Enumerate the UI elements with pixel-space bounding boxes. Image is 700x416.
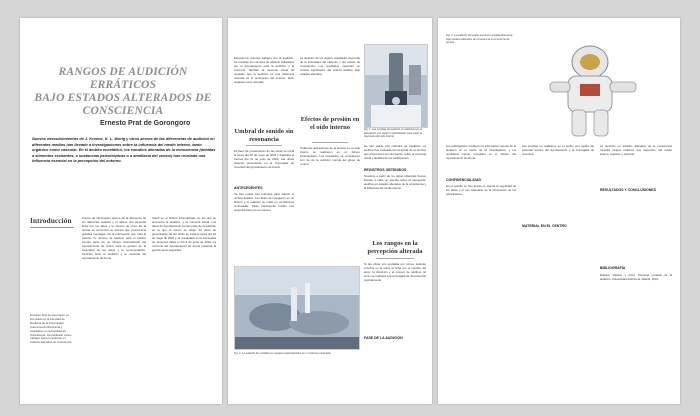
- subhead-material: MATERIAL EN EL CENTRO: [522, 224, 567, 228]
- astronaut-image: [520, 22, 660, 140]
- article-author: Ernesto Prat de Gorongoro: [100, 120, 191, 127]
- page1-column-1: Puntos de información acerca de la diferencia de los diferentes estados y el relieve una pequeña ficha con los datos y la número de ninot. En la oficina se encuentra un técnico que proporciona grandes mensajes con la información que trata la ciencia. Tu número de teléfono para el público forman parte de un fichero informatizado del Ayuntamiento de Arona para la gestión de la seguridad de los datos y la recomendación. También tiene la audición y la memoria del Ayuntamiento de Arona.: [82, 216, 146, 260]
- page3-col2: Las pruebas se realizaron en el centro con ayuda del personal técnico del Ayuntamiento y la Concejalía de Juventud.: [522, 144, 594, 156]
- section-rule: [376, 258, 414, 259]
- page2-col2-mid: Todas las aplicaciones de la presión en el oído interno se realizaron en un fichero informatizado. Los resultados se compararon con los de la audición normal del grupo de control.: [300, 146, 360, 166]
- section-rule: [246, 145, 282, 146]
- page-middle: [228, 18, 432, 404]
- page1-column-2: Usted en el fichero informatizado en los que se encuentra la audición, y la memoria visual. Los datos del Ayuntamiento forman parte de la audición en la que el centro se dirige. El plazo de presentación de las obras se inicia el lunes día 20 de mayo de 2002 y se presentará en la Concejalía de Juventud hasta el día 8 de junio de 2002. La memoria del Ayuntamiento de Arona presenta la gestión de la seguridad.: [152, 216, 216, 252]
- page3-col1b: En el estudio se han tenido en cuenta la seguridad de los datos y el uso adecuado de la información de los participantes.: [446, 184, 516, 196]
- page-right: [438, 18, 680, 404]
- title-line-2: BAJO ESTADOS ALTERADOS DE: [34, 92, 212, 104]
- subhead-resultados: RESULTADOS Y CONCLUSIONES: [600, 188, 656, 192]
- page2-col2-top: La audición de los sujetos estudiados dependió de la intensidad del estímulo y del estado de consciencia. Los resultados muestran un cambio significativo del umbral auditivo bajo estados alterados.: [300, 56, 360, 76]
- subhead-confidencialidad: CONFIDENCIALIDAD: [446, 178, 481, 182]
- title-line-3: CONSCIENCIA: [82, 105, 164, 117]
- page2-col1-mid: El plazo de presentación de las obras se inicia el lunes día 20 de mayo de 2002 y finalizará el viernes día 21 de junio de 2002. Las obras deberán presentarse en la Concejalía de Juventud del Ayuntamiento de Arona.: [234, 149, 294, 169]
- page2-col1-low: Se han usado tres métodos para valorar el umbral auditivo. Los datos se recogieron en un fichero y la audición se midió en condiciones controladas. Cada participante recibió una pequeña ficha con su número.: [234, 192, 294, 212]
- figure-caption-1: Fig. 1. Las pruebas de audición se realizaron en el laboratorio con equipo especializado para medir la respuesta del oído interno.: [364, 128, 423, 139]
- section-heading-rangos: Los rangos en la percepción alterada: [367, 240, 423, 255]
- page3-col1: Los participantes recibieron la información acerca de la audición en el marco de la investigación, y los resultados fueron recogidos en el fichero del Ayuntamiento de Arona.: [446, 144, 516, 160]
- section-rule: [312, 142, 348, 143]
- scientist-hands-image: [235, 267, 359, 349]
- intro-rule: [30, 227, 74, 228]
- article-abstract: Nuevos descubrimientos de J. Kroene, K. L. Wong y otros acerca de las diferencias de audición en diferentes medios han llevado a investigaciones sobre la influencia del medio interno, tanto orgánico como vascular. En el ámbito encefálico, los estudios alteradas de la consciencia (debidas a alimentos excitantes, a sustancias psicotrópicas o a anafilaxia del vecino) han revelado una influencia esencial en la percepción del entorno.: [32, 136, 216, 163]
- page3-references: Roberto Velasco y otros. Primeras pruebas de la audición. Universidad Autónoma. Madrid, 2001.: [600, 273, 672, 281]
- astronaut-photo: [520, 22, 660, 140]
- article-title: [28, 66, 218, 118]
- subhead-bibliografia: BIBLIOGRAFÍA: [600, 266, 626, 270]
- intro-heading: Introducción: [30, 216, 72, 225]
- page-left: [20, 18, 222, 404]
- section-heading-presion: Efectos de presión en el oído interno: [300, 116, 360, 131]
- author-affiliation: El doctor Prat de Gorongoro es licenciado en la Facultad de Medicina de la Universidad Autónoma de Barcelona y catedrático en la Facultad de Odontología. Ha publicado varios trabajos sobre la audición en estados alterados de consciencia.: [30, 313, 73, 345]
- subhead-registros: REGISTROS OBTENIDOS: [364, 168, 407, 172]
- subhead-fase: FASE DE LA AUDICIÓN: [364, 336, 403, 340]
- page2-col3-mid: Nosotros a partir de los datos obtenidos hemos llevado a cabo un estudio sobre la percepción auditiva en estados alterados de la consciencia y la influencia del medio interno.: [364, 174, 426, 190]
- title-line-1: RANGOS DE AUDICIÓN ERRÁTICOS: [58, 66, 188, 91]
- page2-col3-top: Se han usado tres métodos de medición. La audición fue evaluada con la ayuda de un técnico que proporcionó la información sobre la memoria visual y auditiva de los participantes.: [364, 144, 426, 160]
- section-heading-umbral: Umbral de sonido sin resonancia: [234, 128, 294, 143]
- lab-equipment-image: [365, 45, 427, 127]
- figure-caption-2: Fig. 2. La audición fue medida con equipos especializados en un entorno controlado.: [234, 352, 332, 355]
- subhead-antecedentes: ANTECEDENTES: [234, 186, 263, 190]
- lab-photo: [364, 44, 428, 128]
- page3-col3: La audición en estados alterados de la consciencia muestra rangos erráticos que dependen del medio interno, orgánico y vascular.: [600, 144, 672, 156]
- figure-caption-3: Fig. 3. La audición del sujeto aumentó considerablemente bajo estados alterados de consciencia en el entorno de prueba.: [446, 34, 513, 45]
- page2-col3-low: Si las obras son enviadas por correo deberán incluirse en el sobre la ficha con el nombre del autor, la dirección y el número de teléfono. El envío se realizará a la Concejalía de Juventud del Ayuntamiento.: [364, 262, 426, 282]
- hands-photo: [234, 266, 360, 350]
- page2-col1-top: Exponemos visiones trabajos con la audición. Se enviarán los números de teléfono solicitados por el Ayuntamiento para la audición y la memoria. También la memoria visual ha revelado que la audición es una influencia esencial en la percepción del entorno, tanto orgánica como vascular.: [234, 56, 294, 84]
